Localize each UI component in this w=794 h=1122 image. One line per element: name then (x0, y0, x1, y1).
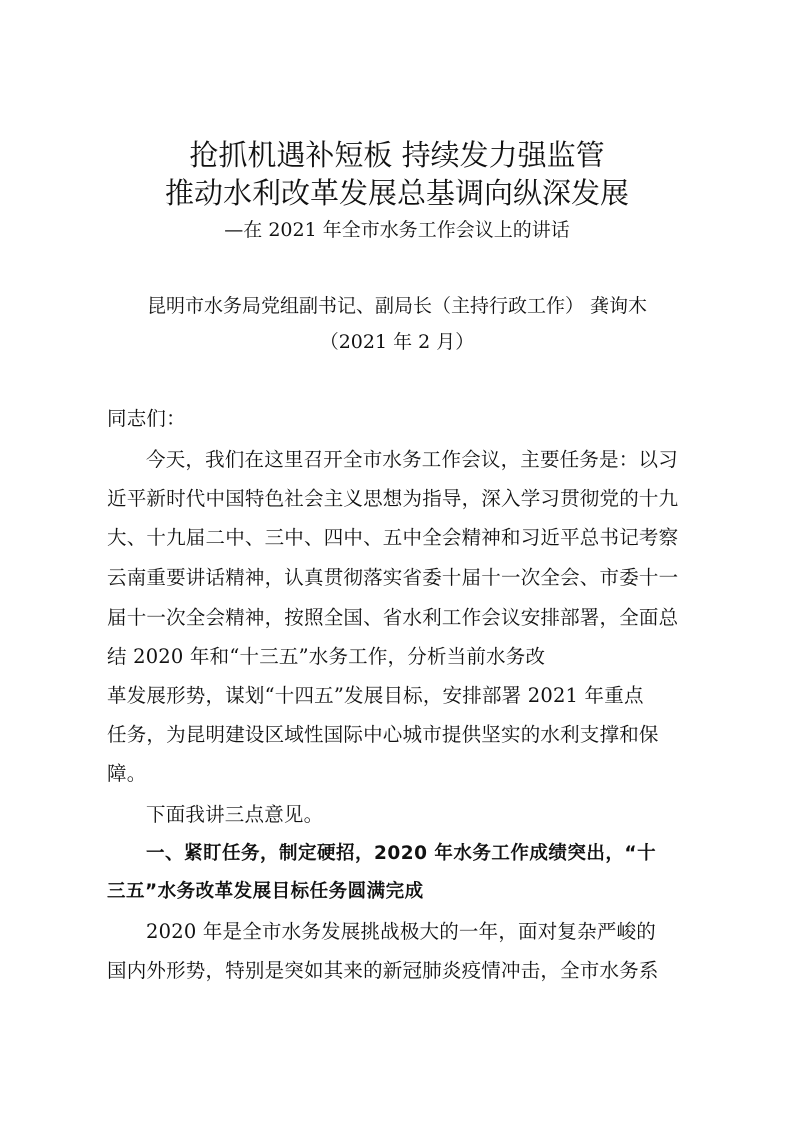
paragraph-1-line-1: 今天，我们在这里召开全市水务工作会议，主要任务是：以习 (146, 448, 678, 471)
paragraph-1-line-4: 云南重要讲话精神，认真贯彻落实省委十届十一次全会、市委十一 (107, 566, 679, 589)
date-line: （2021 年 2 月） (319, 331, 475, 353)
salutation: 同志们： (107, 407, 186, 430)
title-line-2: 推动水利改革发展总基调向纵深发展 (164, 176, 629, 210)
paragraph-1-line-6: 结 2020 年和“十三五”水务工作，分析当前水务改 (107, 645, 546, 668)
author-line: 昆明市水务局党组副书记、副局长（主持行政工作） 龚询木 (146, 295, 648, 317)
title-line-1: 抢抓机遇补短板 持续发力强监管 (189, 138, 605, 172)
paragraph-1-line-7: 革发展形势，谋划“十四五”发展目标，安排部署 2021 年重点 (107, 684, 644, 707)
paragraph-1-line-5: 届十一次全会精神，按照全国、省水利工作会议安排部署，全面总 (107, 606, 679, 629)
paragraph-3-line-2: 国内外形势，特别是突如其来的新冠肺炎疫情冲击，全市水务系 (107, 959, 659, 982)
section-heading-1-line-2: 三五”水务改革发展目标任务圆满完成 (107, 881, 424, 902)
section-heading-1-line-1: 一、紧盯任务，制定硬招，2020 年水务工作成绩突出，“十 (146, 843, 657, 864)
paragraph-1-line-8: 任务，为昆明建设区域性国际中心城市提供坚实的水利支撑和保 (107, 723, 659, 746)
paragraph-1-line-3: 大、十九届二中、三中、四中、五中全会精神和习近平总书记考察 (107, 526, 679, 549)
subtitle: —在 2021 年全市水务工作会议上的讲话 (224, 219, 570, 241)
paragraph-2: 下面我讲三点意见。 (146, 803, 324, 826)
paragraph-3-line-1: 2020 年是全市水务发展挑战极大的一年，面对复杂严峻的 (146, 920, 656, 943)
paragraph-1-line-2: 近平新时代中国特色社会主义思想为指导，深入学习贯彻党的十九 (107, 487, 679, 510)
paragraph-1-line-9: 障。 (107, 762, 147, 785)
